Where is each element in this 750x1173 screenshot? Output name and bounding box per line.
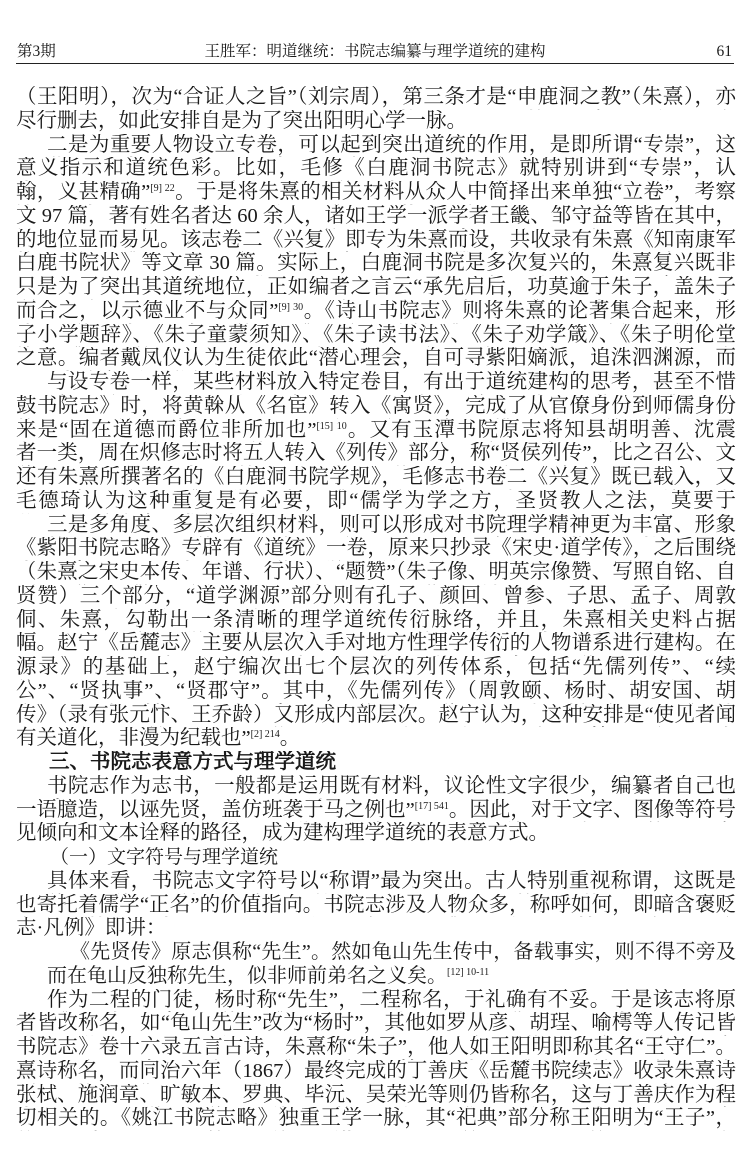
text-segment: 有关道化，非漫为纪载也” bbox=[16, 727, 251, 750]
text-line bbox=[16, 157, 736, 181]
text-line bbox=[16, 300, 736, 324]
text-segment: 一语臆造，以诬先贤，盖仿班袭于马之例也” bbox=[16, 798, 415, 821]
text-segment: 熹诗称名，而同治六年（1867）最终完成的丁善庆《岳麓书院续志》收录朱熹诗 bbox=[16, 1059, 736, 1082]
article-body bbox=[16, 86, 736, 1131]
text-segment: 来是“固在道德而爵位非所加也” bbox=[16, 418, 317, 441]
text-line bbox=[16, 941, 736, 965]
text-segment: 尽行删去，如此安排自是为了突出阳明心学一脉。 bbox=[16, 109, 467, 132]
text-segment: 者一类，周在炽修志时将五人转入《列传》部分，称“贤侯列传”，比之召公、文 bbox=[16, 442, 736, 465]
text-segment: 。于是将朱熹的相关材料从众人中简择出来单独“立卷”，考察 bbox=[174, 181, 736, 203]
text-segment: 见倾向和文本诠释的路径，成为建构理学道统的表意方式。 bbox=[16, 822, 549, 845]
text-line bbox=[16, 704, 736, 728]
text-line bbox=[16, 1084, 736, 1108]
text-segment: 鼓书院志》时，将黄榦从《名宦》转入《寓贤》，完成了从官僚身份到师儒身份 bbox=[16, 394, 736, 417]
text-line bbox=[16, 989, 736, 1013]
text-line bbox=[16, 846, 736, 870]
text-line bbox=[16, 134, 736, 158]
text-segment: 三、书院志表意方式与理学道统 bbox=[49, 751, 336, 773]
text-segment: 《先贤传》原志俱称“先生”。然如龟山先生传中，备载事实，则不得不旁及 bbox=[70, 941, 736, 963]
text-segment: 还有朱熹所撰著名的《白鹿洞书院学规》，毛修志书卷二《兴复》既已载入，又 bbox=[16, 466, 736, 488]
issue-number: 第3期 bbox=[17, 43, 56, 60]
text-line bbox=[16, 490, 736, 514]
text-segment: 白鹿书院状》等文章 30 篇。实际上，白鹿洞书院是多次复兴的，朱熹复兴既非 bbox=[16, 252, 736, 275]
text-line bbox=[16, 751, 736, 775]
citation-reference: [17] 541 bbox=[414, 800, 449, 812]
text-line bbox=[16, 799, 736, 823]
text-line bbox=[16, 632, 736, 656]
text-line bbox=[16, 110, 736, 134]
text-line bbox=[16, 229, 736, 253]
text-segment: 而合之，以示德业不与众同” bbox=[16, 299, 279, 322]
paragraph bbox=[16, 775, 736, 846]
text-line bbox=[16, 514, 736, 538]
citation-reference: [9] 22 bbox=[150, 183, 175, 194]
text-segment: 。 bbox=[279, 727, 301, 750]
text-line bbox=[16, 822, 736, 846]
text-segment: 传》（录有张元忭、王乔龄）又形成内部层次。赵宁认为，这种安排是“使见者闻 bbox=[16, 703, 736, 726]
text-segment: 文 97 篇，著有姓名者达 60 余人，诸如王学一派学者王畿、邹守益等皆在其中， bbox=[16, 204, 736, 227]
section-heading bbox=[16, 751, 736, 775]
text-segment: 意义指示和道统色彩。比如，毛修《白鹿洞书院志》就特别讲到“专崇”，认 bbox=[16, 157, 736, 180]
text-segment: 也寄托着儒学“正名”的价值指向。书院志涉及人物众多，称呼如何，即暗含褒贬 bbox=[16, 893, 736, 916]
text-segment: 。因此，对于文字、图像等符号 bbox=[448, 798, 736, 821]
paragraph bbox=[16, 371, 736, 514]
paragraph bbox=[16, 134, 736, 372]
text-segment: 二是为重要人物设立专卷，可以起到突出道统的作用，是即所谓“专崇”，这 bbox=[47, 133, 736, 156]
text-line bbox=[16, 656, 736, 680]
text-line bbox=[16, 917, 736, 941]
running-header bbox=[16, 40, 734, 64]
paragraph bbox=[16, 86, 736, 134]
text-line bbox=[16, 894, 736, 918]
text-line bbox=[16, 870, 736, 894]
text-segment: 《紫阳书院志略》专辟有《道统》一卷，原来只抄录《宋史·道学传》，之后围绕 bbox=[16, 537, 736, 560]
text-segment: 而在龟山反独称先生，似非师前弟名之义矣。 bbox=[47, 964, 447, 987]
text-segment: 志·凡例》即讲： bbox=[16, 917, 167, 940]
text-segment: 与设专卷一样，某些材料放入特定卷目，有出于道统建构的思考，甚至不惜 bbox=[47, 371, 736, 393]
citation-reference: [12] 10-11 bbox=[447, 966, 490, 978]
text-line bbox=[16, 727, 736, 751]
paragraph bbox=[16, 989, 736, 1132]
text-line bbox=[16, 1012, 736, 1036]
text-segment: 公”、“贤执事”、“贤郡守”。其中，《先儒列传》（周敦颐、杨时、胡安国、胡 bbox=[16, 679, 736, 702]
running-title: 王胜军：明道继统：书院志编纂与理学道统的建构 bbox=[204, 43, 546, 60]
text-line bbox=[16, 395, 736, 419]
citation-reference: [2] 214 bbox=[250, 729, 280, 741]
text-line bbox=[16, 442, 736, 466]
text-segment: 。又有玉潭书院原志将知县胡明善、沈震 bbox=[346, 418, 736, 441]
text-line bbox=[16, 252, 736, 276]
subsection-heading bbox=[16, 846, 736, 870]
text-line bbox=[16, 324, 736, 348]
text-segment: 源录》的基础上，赵宁编次出七个层次的列传体系，包括“先儒列传”、“续 bbox=[16, 656, 736, 678]
paragraph bbox=[16, 514, 736, 752]
text-segment: 翰，义甚精确” bbox=[16, 181, 151, 203]
text-line bbox=[16, 205, 736, 229]
text-line bbox=[16, 371, 736, 395]
citation-reference: [9] 30 bbox=[278, 301, 304, 313]
text-segment: 三是多角度、多层次组织材料，则可以形成对书院理学精神更为丰富、形象 bbox=[47, 513, 736, 536]
text-segment: 。《诗山书院志》则将朱熹的论著集合起来，形 bbox=[303, 299, 736, 322]
block-quote bbox=[16, 941, 736, 989]
text-line bbox=[16, 86, 736, 110]
text-segment: 之意。编者戴凤仪认为生徒依此“潜心理会，自可寻紫阳嫡派，追洙泗渊源，而 bbox=[16, 347, 736, 370]
text-segment: 毛德琦认为这种重复是有必要，即“儒学为学之方，圣贤教人之法，莫要于 bbox=[16, 489, 736, 512]
text-line bbox=[16, 347, 736, 371]
text-line bbox=[16, 609, 736, 633]
text-segment: （王阳明），次为“合证人之旨”（刘宗周），第三条才是“申鹿洞之教”（朱熹），亦 bbox=[16, 86, 736, 108]
text-line bbox=[16, 419, 736, 443]
text-segment: 只是为了突出其道统地位，正如编者之言云“承先启后，功莫逾于朱子，盖朱子 bbox=[16, 276, 736, 298]
text-line bbox=[16, 775, 736, 799]
text-segment: 作为二程的门徒，杨时称“先生”，二程称名，于礼确有不妥。于是该志将原 bbox=[47, 988, 736, 1011]
paragraph bbox=[16, 870, 736, 941]
text-line bbox=[16, 276, 736, 300]
text-segment: （一）文字符号与理学道统 bbox=[50, 847, 279, 868]
text-line bbox=[16, 561, 736, 585]
text-line bbox=[16, 537, 736, 561]
citation-reference: [15] 10 bbox=[316, 420, 347, 432]
page-number: 61 bbox=[716, 43, 732, 60]
text-line bbox=[16, 1060, 736, 1084]
text-segment: 贤赞）三个部分，“道学渊源”部分则有孔子、颜回、曾参、子思、孟子、周敦 bbox=[16, 584, 736, 607]
text-segment: 侗、朱熹，勾勒出一条清晰的理学道统传衍脉络，并且，朱熹相关史料占据 bbox=[16, 608, 736, 631]
text-segment: 书院志》卷十六录五言古诗，朱熹称“朱子”，他人如王阳明即称其名“王守仁”。 bbox=[16, 1036, 736, 1058]
text-segment: 的地位显而易见。该志卷二《兴复》即专为朱熹而设，共收录有朱熹《知南康军 bbox=[16, 228, 736, 251]
text-segment: 书院志作为志书，一般都是运用既有材料，议论性文字很少，编纂者自己也 bbox=[47, 774, 736, 797]
text-line bbox=[16, 965, 736, 989]
text-line bbox=[16, 585, 736, 609]
text-segment: 张栻、施润章、旷敏本、罗典、毕沅、吴荣光等则仍皆称名，这与丁善庆作为程 bbox=[16, 1083, 736, 1106]
text-line bbox=[16, 1107, 736, 1131]
text-line bbox=[16, 680, 736, 704]
text-line bbox=[16, 466, 736, 490]
text-segment: （朱熹之宋史本传、年谱、行状）、“题赞”（朱子像、明英宗像赞、写照自铭、自 bbox=[16, 561, 736, 583]
text-line bbox=[16, 181, 736, 205]
text-segment: 子小学题辞》、《朱子童蒙须知》、《朱子读书法》、《朱子劝学箴》、《朱子明伦堂 bbox=[16, 323, 736, 346]
text-segment: 幅。赵宁《岳麓志》主要从层次入手对地方性理学传衍的人物谱系进行建构。在 bbox=[16, 632, 736, 655]
text-segment: 切相关的。《姚江书院志略》独重王学一脉，其“祀典”部分称王阳明为“王子”， bbox=[16, 1107, 736, 1130]
text-segment: 者皆改称名，如“龟山先生”改为“杨时”，其他如罗从彦、胡珵、喻樗等人传记皆 bbox=[16, 1012, 736, 1035]
text-line bbox=[16, 1036, 736, 1060]
text-segment: 具体来看，书院志文字符号以“称谓”最为突出。古人特别重视称谓，这既是 bbox=[47, 869, 736, 892]
